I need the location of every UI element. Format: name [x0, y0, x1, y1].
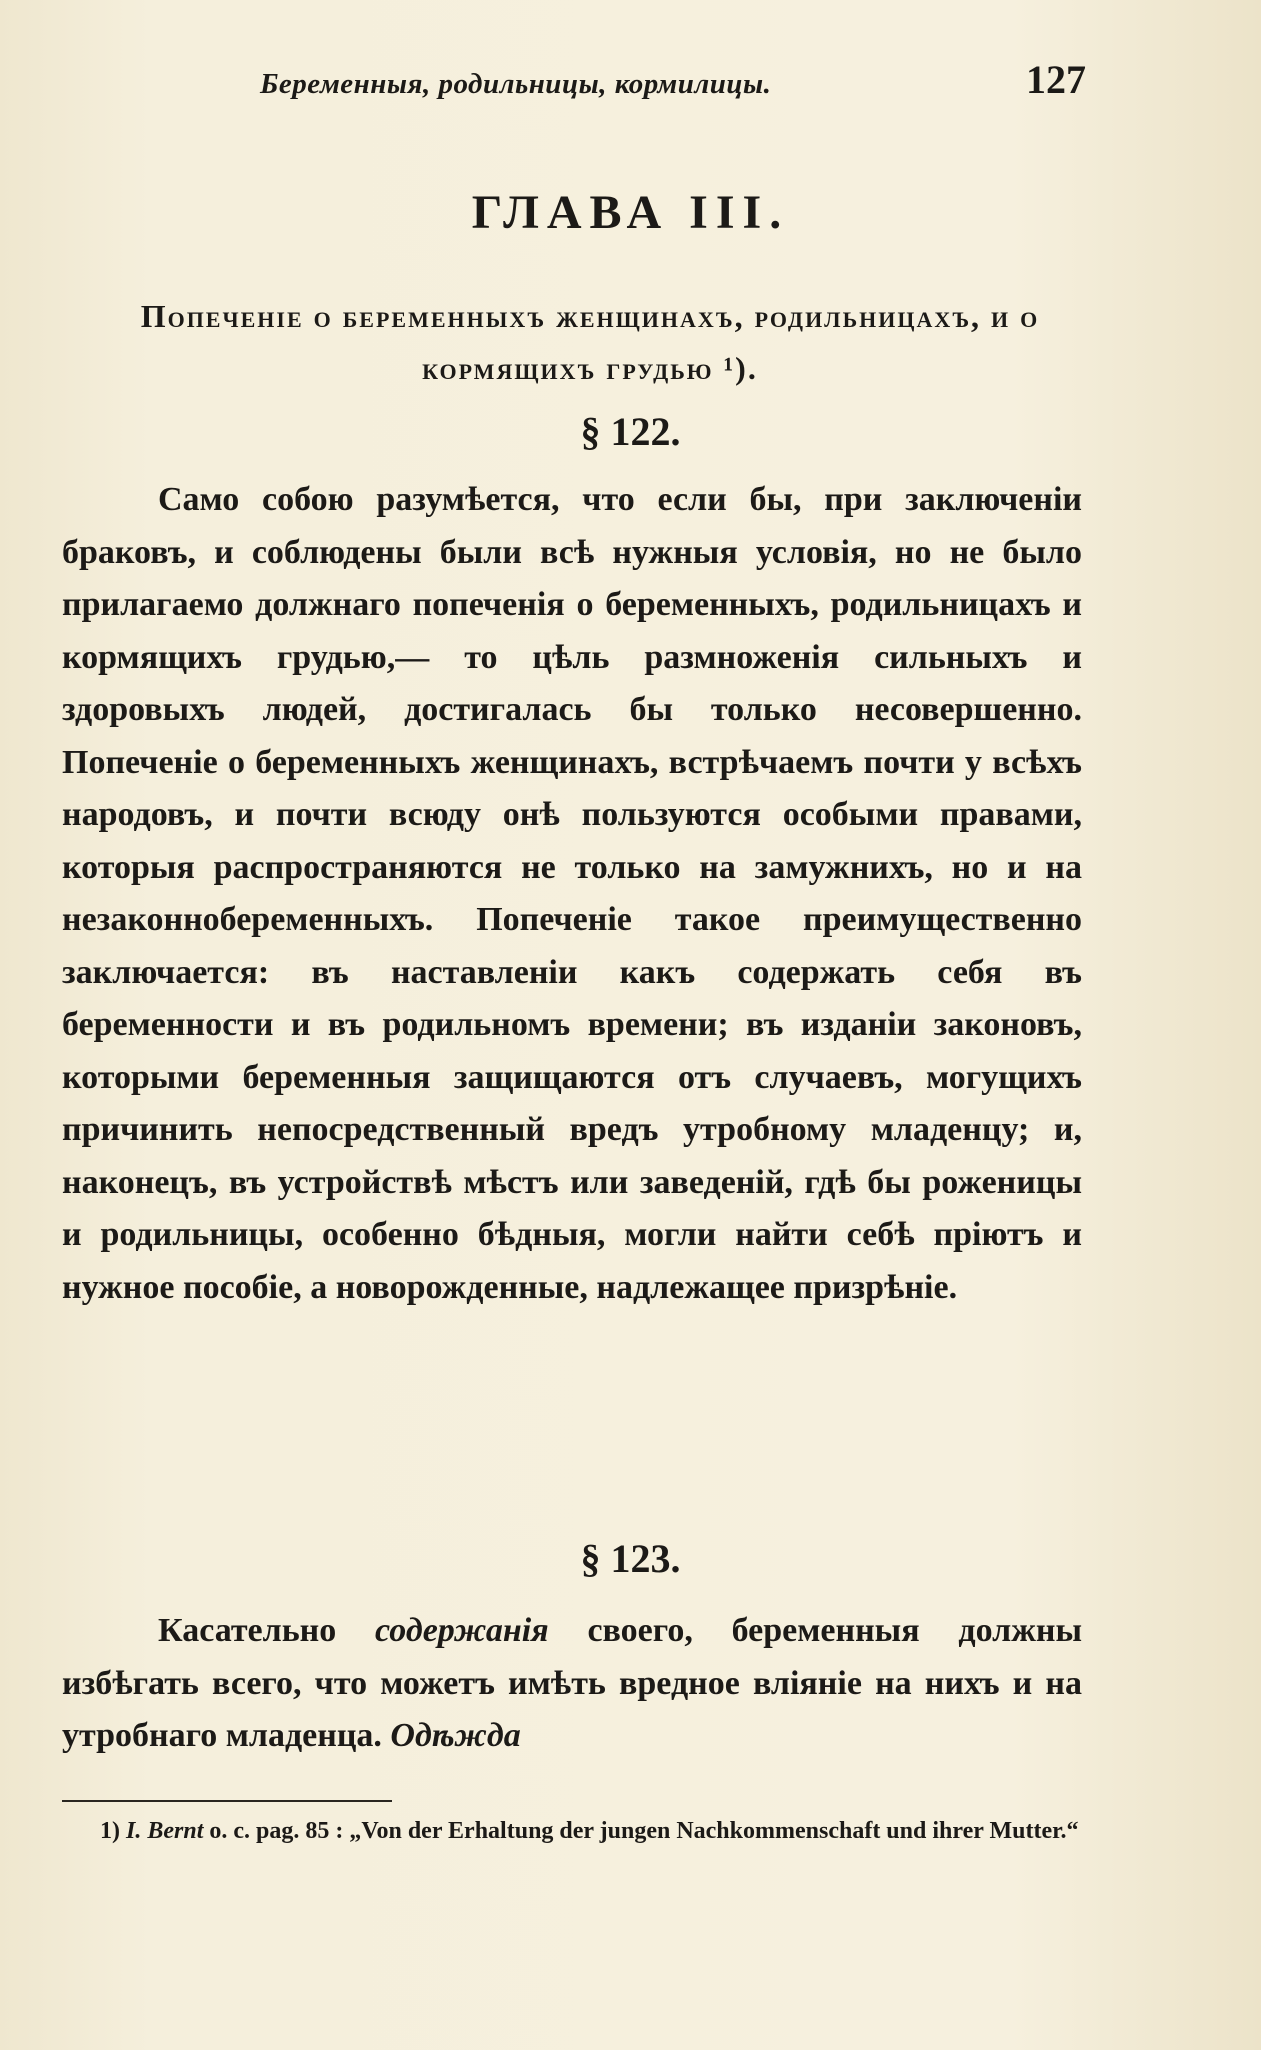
running-head: Беременныя, родильницы, кормилицы. — [260, 68, 772, 100]
section-mark-122: § 122. — [580, 409, 681, 454]
section-123-text-start: Касательно — [158, 1612, 376, 1649]
section-mark-123: § 123. — [580, 1536, 681, 1581]
chapter-subtitle: Попеченіе о беременныхъ женщинахъ, родильницахъ, и о кормящихъ грудью ¹). — [140, 298, 1040, 386]
footnote-author: I. Bernt — [126, 1818, 204, 1844]
chapter-title: ГЛАВА III. — [471, 186, 790, 239]
page-number: 127 — [1026, 57, 1086, 102]
section-123-emphasis: содержанія — [375, 1612, 549, 1649]
footnote-rule — [62, 1800, 392, 1802]
footnote-marker: 1) — [100, 1818, 120, 1844]
section-122-paragraph: Само собою разумѣется, что если бы, при заключеніи браковъ, и соблюдены были всѣ нужныя условія, но не было прилагаемо должнаго попеченія о беременныхъ, родильницахъ и кормящихъ грудью,— то цѣль размноженія сильныхъ и здоровыхъ людей, достигалась бы только несовершенно. Попеченіе о беременныхъ женщинахъ, встрѣчаемъ почти у всѣхъ народовъ, и почти всюду онѣ пользуются особыми правами, которыя распространяются не только на замужнихъ, но и на незаконнобеременныхъ. Попеченіе такое преимущественно заключается: въ наставленіи какъ содержать себя въ беременности и въ родильномъ времени; въ изданіи законовъ, которыми беременныя защищаются отъ случаевъ, могущихъ причинить непосредственный вредъ утробному младенцу; и, наконецъ, въ устройствѣ мѣстъ или заведеній, гдѣ бы роженицы и родильницы, особенно бѣдныя, могли найти себѣ пріютъ и нужное пособіе, а новорожденные, надлежащее призрѣніе. — [62, 481, 1082, 1306]
section-123-text-middle: своего, беременныя должны избѣгать всего, что можетъ имѣть вредное вліяніе на нихъ и на утробнаго младенца. — [62, 1612, 1082, 1754]
section-123-emphasis-end: Одѣжда — [390, 1717, 521, 1754]
footnote — [62, 1812, 1082, 1850]
footnote-text: o. c. pag. 85 : „Von der Erhaltung der jungen Nachkommenschaft und ihrer Mutter.“ — [203, 1818, 1079, 1844]
section-123-paragraph — [62, 1605, 1082, 1763]
